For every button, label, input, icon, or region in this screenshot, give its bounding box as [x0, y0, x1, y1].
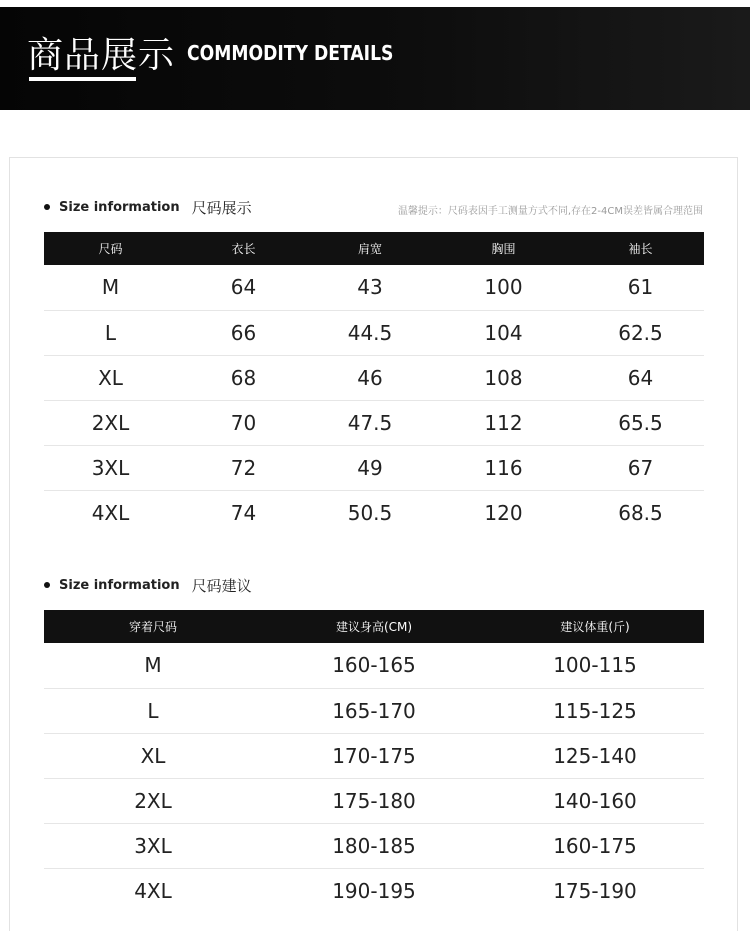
table-cell: XL [98, 365, 123, 390]
table-cell: L [147, 698, 159, 723]
column-header: 建议体重(斤) [560, 620, 630, 634]
table-cell: 43 [357, 275, 383, 300]
table-row [44, 643, 704, 688]
header-underline [29, 77, 136, 81]
table-cell: 74 [230, 500, 257, 525]
table-cell: 67 [627, 455, 654, 480]
table-cell: 125-140 [553, 743, 637, 768]
size-info-title-cn: 尺码展示 [191, 198, 252, 217]
column-header: 衣长 [231, 242, 256, 256]
table-cell: 4XL [91, 500, 130, 525]
table-cell: 120 [484, 500, 523, 525]
table-cell: 47.5 [347, 410, 393, 435]
size-info-heading [44, 197, 252, 217]
table-cell: 50.5 [347, 500, 393, 525]
table-header-row [44, 232, 704, 265]
table-row [44, 823, 704, 868]
measurement-tip: 温馨提示：尺码表因手工测量方式不同,存在2-4CM误差皆属合理范围 [397, 206, 703, 217]
column-header: 肩宽 [357, 242, 382, 256]
table-cell: 2XL [134, 788, 172, 813]
table-cell: 68 [230, 365, 257, 390]
table-cell: 100 [484, 275, 523, 300]
table-cell: 4XL [134, 878, 172, 903]
table-cell: 190-195 [332, 878, 416, 903]
bullet-icon [44, 204, 50, 210]
header-title-cn: 商品展示 [27, 35, 176, 76]
table-cell: 44.5 [347, 320, 393, 345]
table-cell: 46 [357, 365, 383, 390]
table-cell: 160-165 [332, 653, 416, 678]
table-header-row [44, 610, 704, 643]
table-row [44, 868, 704, 913]
header-title-en: COMMODITY DETAILS [187, 41, 394, 65]
size-info-table [44, 232, 704, 535]
size-advice-heading [44, 575, 252, 595]
table-cell: 175-190 [553, 878, 637, 903]
table-cell: 64 [230, 275, 257, 300]
table-row [44, 778, 704, 823]
table-row [44, 310, 704, 355]
size-advice-title-cn: 尺码建议 [191, 576, 252, 595]
table-cell: 140-160 [553, 788, 637, 813]
table-cell: 70 [230, 410, 257, 435]
table-cell: M [101, 275, 120, 300]
table-cell: 64 [627, 365, 654, 390]
table-cell: 61 [627, 275, 654, 300]
table-cell: L [104, 320, 117, 345]
column-header: 袖长 [628, 242, 653, 256]
table-cell: 160-175 [553, 833, 637, 858]
table-row [44, 355, 704, 400]
table-row [44, 265, 704, 310]
table-cell: 3XL [134, 833, 172, 858]
table-cell: XL [140, 743, 166, 768]
table-cell: M [144, 653, 162, 678]
table-cell: 66 [230, 320, 257, 345]
size-info-title-en: Size information [59, 199, 180, 215]
table-cell: 100-115 [553, 653, 637, 678]
table-cell: 112 [484, 410, 523, 435]
table-cell: 62.5 [618, 320, 663, 345]
table-cell: 104 [484, 320, 523, 345]
table-cell: 175-180 [332, 788, 416, 813]
size-advice-title-en: Size information [59, 577, 180, 593]
column-header: 尺码 [98, 242, 123, 256]
table-cell: 2XL [91, 410, 130, 435]
table-cell: 116 [484, 455, 523, 480]
table-row [44, 490, 704, 535]
table-cell: 115-125 [553, 698, 637, 723]
table-cell: 180-185 [332, 833, 416, 858]
table-row [44, 445, 704, 490]
table-row [44, 400, 704, 445]
column-header: 胸围 [491, 242, 516, 256]
table-row [44, 733, 704, 778]
table-cell: 72 [230, 455, 257, 480]
table-cell: 49 [357, 455, 383, 480]
bullet-icon [44, 582, 50, 588]
table-cell: 68.5 [618, 500, 663, 525]
column-header: 建议身高(CM) [335, 620, 413, 634]
table-cell: 170-175 [332, 743, 416, 768]
table-cell: 65.5 [618, 410, 663, 435]
size-advice-table [44, 610, 704, 913]
table-row [44, 688, 704, 733]
table-cell: 165-170 [332, 698, 416, 723]
table-cell: 108 [484, 365, 523, 390]
column-header: 穿着尺码 [128, 620, 177, 634]
page-header [0, 7, 750, 110]
table-cell: 3XL [91, 455, 130, 480]
